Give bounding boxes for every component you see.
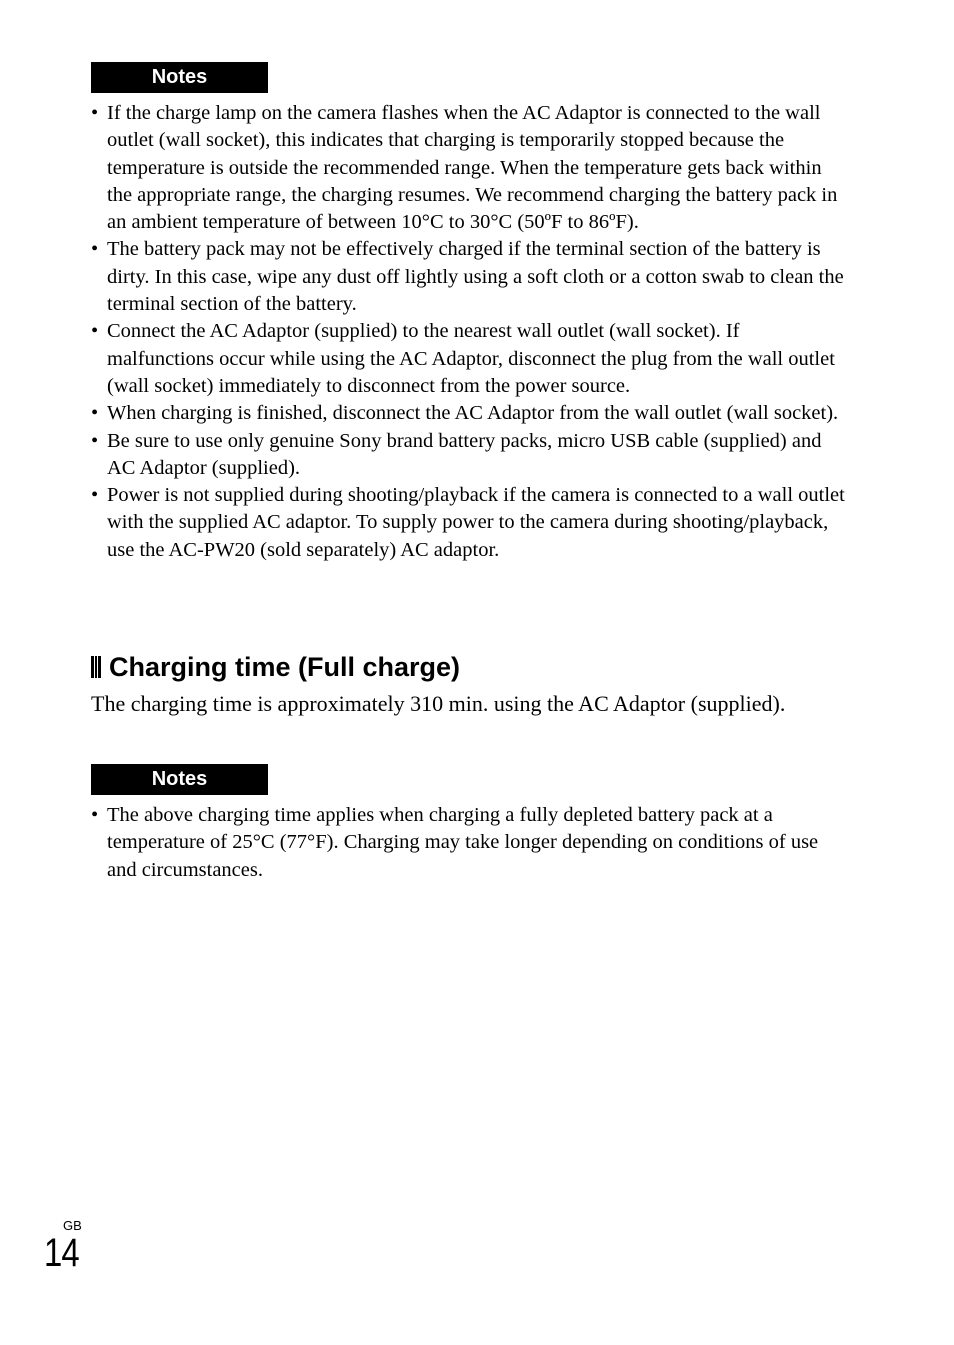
list-item [91, 318, 851, 400]
list-item [91, 802, 851, 884]
list-item [91, 100, 851, 236]
bullet-marker: • [91, 429, 99, 452]
bullet-marker: • [91, 402, 99, 425]
list-item [91, 236, 851, 318]
note-text: Be sure to use only genuine Sony brand battery packs, micro USB cable (supplied) and AC Adaptor (supplied). [107, 429, 822, 479]
bullet-marker: • [91, 320, 99, 343]
note-text: The above charging time applies when charging a fully depleted battery pack at a temperature of 25°C (77°F). Charging may take longer depending on conditions of use and circumstances. [107, 804, 819, 881]
list-item [91, 482, 851, 564]
section-heading-text: Charging time (Full charge) [109, 652, 461, 682]
section-body: The charging time is approximately 310 min. using the AC Adaptor (supplied). [91, 691, 786, 716]
note-text: Connect the AC Adaptor (supplied) to the nearest wall outlet (wall socket). If malfunctions occur while using the AC Adaptor, disconnect the plug from the wall outlet (wall socket) immediately to disconnect from the power source. [107, 320, 835, 397]
page-number: 14 [44, 1231, 79, 1275]
note-text: If the charge lamp on the camera flashes when the AC Adaptor is connected to the wall outlet (wall socket), this indicates that charging is temporarily stopped because the temperature is outside the recommended range. When the temperature gets back within the appropriate range, the charging resumes. We recommend charging the battery pack in an ambient temperature of between 10°C to 30°C (50ºF to 86ºF). [107, 102, 838, 234]
note-text: The battery pack may not be effectively charged if the terminal section of the battery is dirty. In this case, wipe any dust off lightly using a soft cloth or a cotton swab to clean the terminal section of the battery. [107, 238, 844, 316]
notes-list-1 [91, 100, 851, 564]
notes-list-2 [91, 802, 851, 884]
page-region-code: GB [63, 1218, 82, 1233]
note-text: When charging is finished, disconnect the AC Adaptor from the wall outlet (wall socket). [107, 402, 839, 425]
section-heading [91, 650, 460, 684]
bullet-marker: • [91, 238, 99, 261]
notes-label-1: Notes [91, 62, 268, 93]
notes-label-2: Notes [91, 764, 268, 795]
note-text: Power is not supplied during shooting/playback if the camera is connected to a wall outlet with the supplied AC adaptor. To supply power to the camera during shooting/playback, use the AC-PW20 (sold separately) AC adaptor. [107, 484, 845, 561]
bullet-marker: • [91, 484, 99, 507]
section-marker-icon [91, 656, 101, 678]
bullet-marker: • [91, 102, 99, 124]
list-item [91, 400, 851, 427]
bullet-marker: • [91, 804, 99, 826]
list-item [91, 428, 851, 483]
